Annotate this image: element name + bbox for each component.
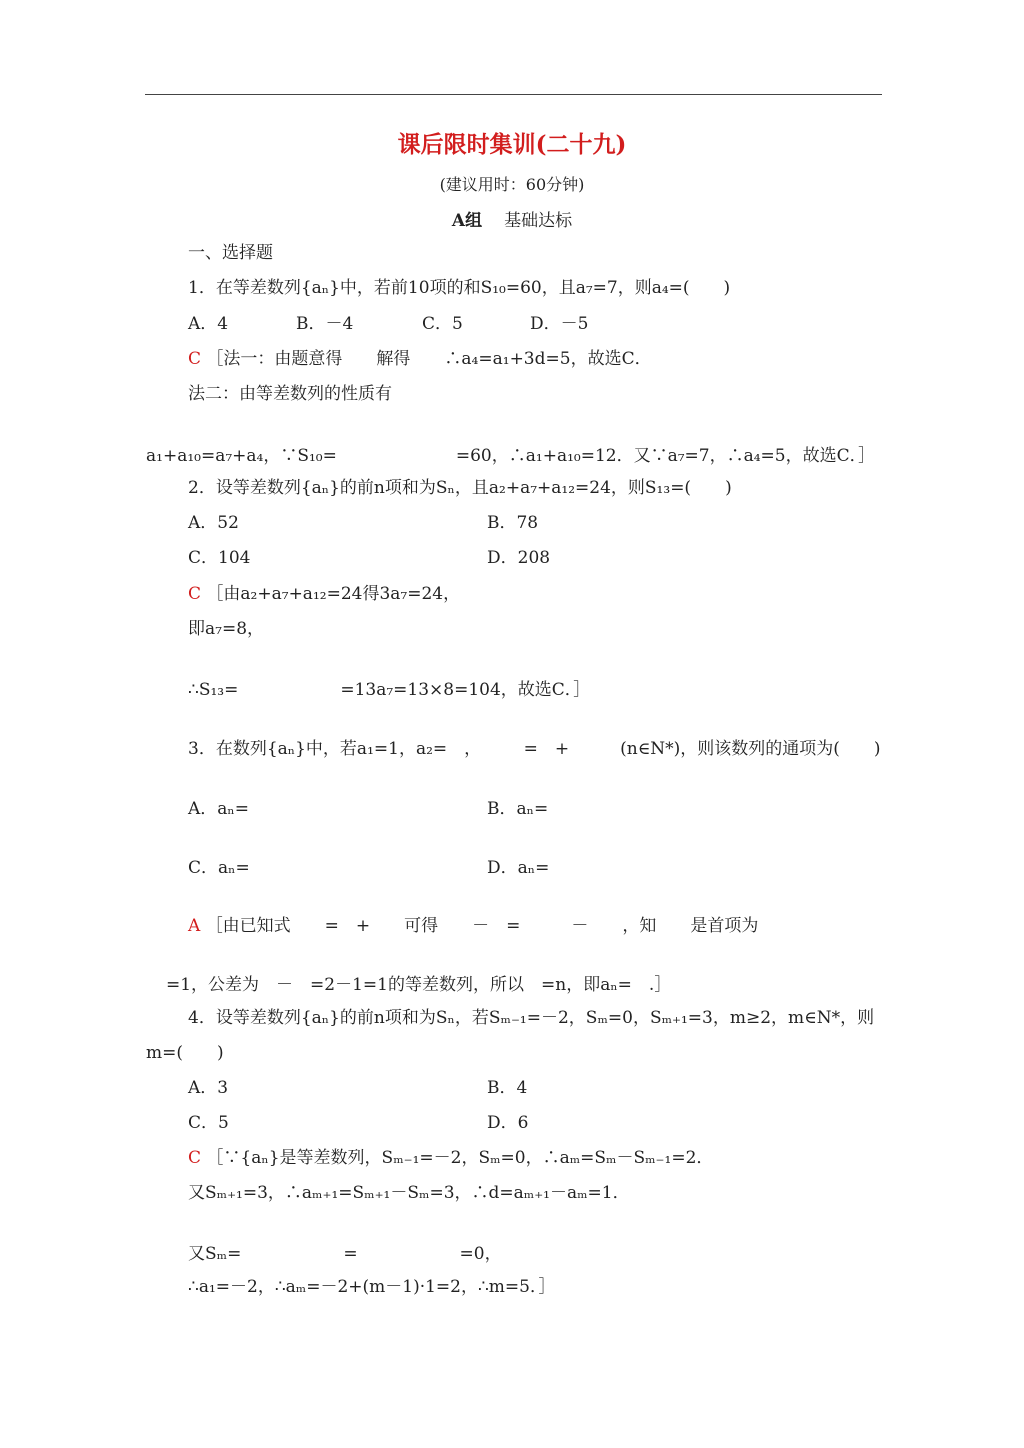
section-heading: 一、选择题 [188, 243, 273, 263]
q2-solution-line3: ∴S₁₃= =13a₇=13×8=104，故选C．］ [188, 680, 591, 700]
q3-solution-text: ［由已知式 = + 可得 － = － ，知 是首项为 [205, 916, 759, 936]
q4-option-a: A．3 [188, 1078, 229, 1098]
q2-answer: C [188, 584, 202, 604]
q1-stem: 1．在等差数列{aₙ}中，若前10项的和S₁₀=60，且a₇=7，则a₄=( ) [188, 278, 731, 298]
q2-option-a: A．52 [188, 513, 239, 533]
q3-option-b: B．aₙ= [487, 799, 549, 819]
group-label: A组 [451, 211, 483, 231]
q1-option-c: C．5 [422, 314, 463, 334]
q4-option-b: B．4 [487, 1078, 528, 1098]
q1-solution-line1 [188, 348, 652, 370]
q4-option-d: D．6 [487, 1113, 529, 1133]
q4-solution-text: ［∵{aₙ}是等差数列，Sₘ₋₁=－2，Sₘ=0，∴aₘ=Sₘ－Sₘ₋₁=2． [206, 1148, 714, 1168]
group-name: 基础达标 [504, 211, 573, 231]
q3-solution-line2: =1，公差为 － =2－1=1的等差数列，所以 =n，即aₙ= .］ [166, 975, 672, 995]
q4-stem: 4．设等差数列{aₙ}的前n项和为Sₙ，若Sₘ₋₁=－2，Sₘ=0，Sₘ₊₁=3，m≥2，m∈N*，则 [188, 1008, 875, 1028]
q2-option-c: C．104 [188, 548, 251, 568]
q2-solution-line1 [188, 583, 460, 605]
page-title: 课后限时集训(二十九) [397, 131, 627, 158]
q3-option-a: A．aₙ= [188, 799, 250, 819]
q1-option-d: D．－5 [530, 314, 589, 334]
q3-solution-line1 [188, 915, 758, 937]
q4-option-c: C．5 [188, 1113, 229, 1133]
q4-solution-line2: 又Sₘ₊₁=3，∴aₘ₊₁=Sₘ₊₁－Sₘ=3，∴d=aₘ₊₁－aₘ=1． [188, 1183, 630, 1203]
q1-solution-line2: 法二：由等差数列的性质有 [188, 384, 392, 404]
q3-option-d: D．aₙ= [487, 858, 550, 878]
q1-solution-line3: a₁+a₁₀=a₇+a₄，∵S₁₀= =60，∴a₁+a₁₀=12．又∵a₇=7，∴a₄=5，故选C．］ [146, 446, 876, 466]
q2-option-d: D．208 [487, 548, 551, 568]
q2-solution-text: ［由a₂+a₇+a₁₂=24得3a₇=24， [206, 584, 461, 604]
q2-option-b: B．78 [487, 513, 539, 533]
q4-solution-line1 [188, 1147, 713, 1169]
q1-option-b: B．－4 [296, 314, 354, 334]
q3-option-c: C．aₙ= [188, 858, 250, 878]
q4-stem-cont: m=( ) [146, 1043, 224, 1063]
q4-solution-line4: ∴a₁=－2，∴aₘ=－2+(m－1)·1=2，∴m=5．］ [188, 1277, 556, 1297]
q1-answer: C [188, 349, 202, 369]
q4-solution-line3: 又Sₘ= = =0， [188, 1244, 502, 1264]
header-rule [145, 94, 882, 95]
q2-solution-line2: 即a₇=8， [188, 619, 265, 639]
time-hint: (建议用时：60分钟) [439, 175, 585, 194]
q1-solution-text: ［法一：由题意得 解得 ∴a₄=a₁+3d=5，故选C． [206, 349, 652, 369]
q3-stem: 3．在数列{aₙ}中，若a₁=1，a₂= ， = + (n∈N*)，则该数列的通项为( ) [188, 739, 881, 759]
q3-answer: A [188, 916, 201, 936]
group-heading [0, 206, 1024, 231]
q4-answer: C [188, 1148, 202, 1168]
q2-stem: 2．设等差数列{aₙ}的前n项和为Sₙ，且a₂+a₇+a₁₂=24，则S₁₃=( ) [188, 478, 732, 498]
q1-option-a: A．4 [188, 314, 229, 334]
